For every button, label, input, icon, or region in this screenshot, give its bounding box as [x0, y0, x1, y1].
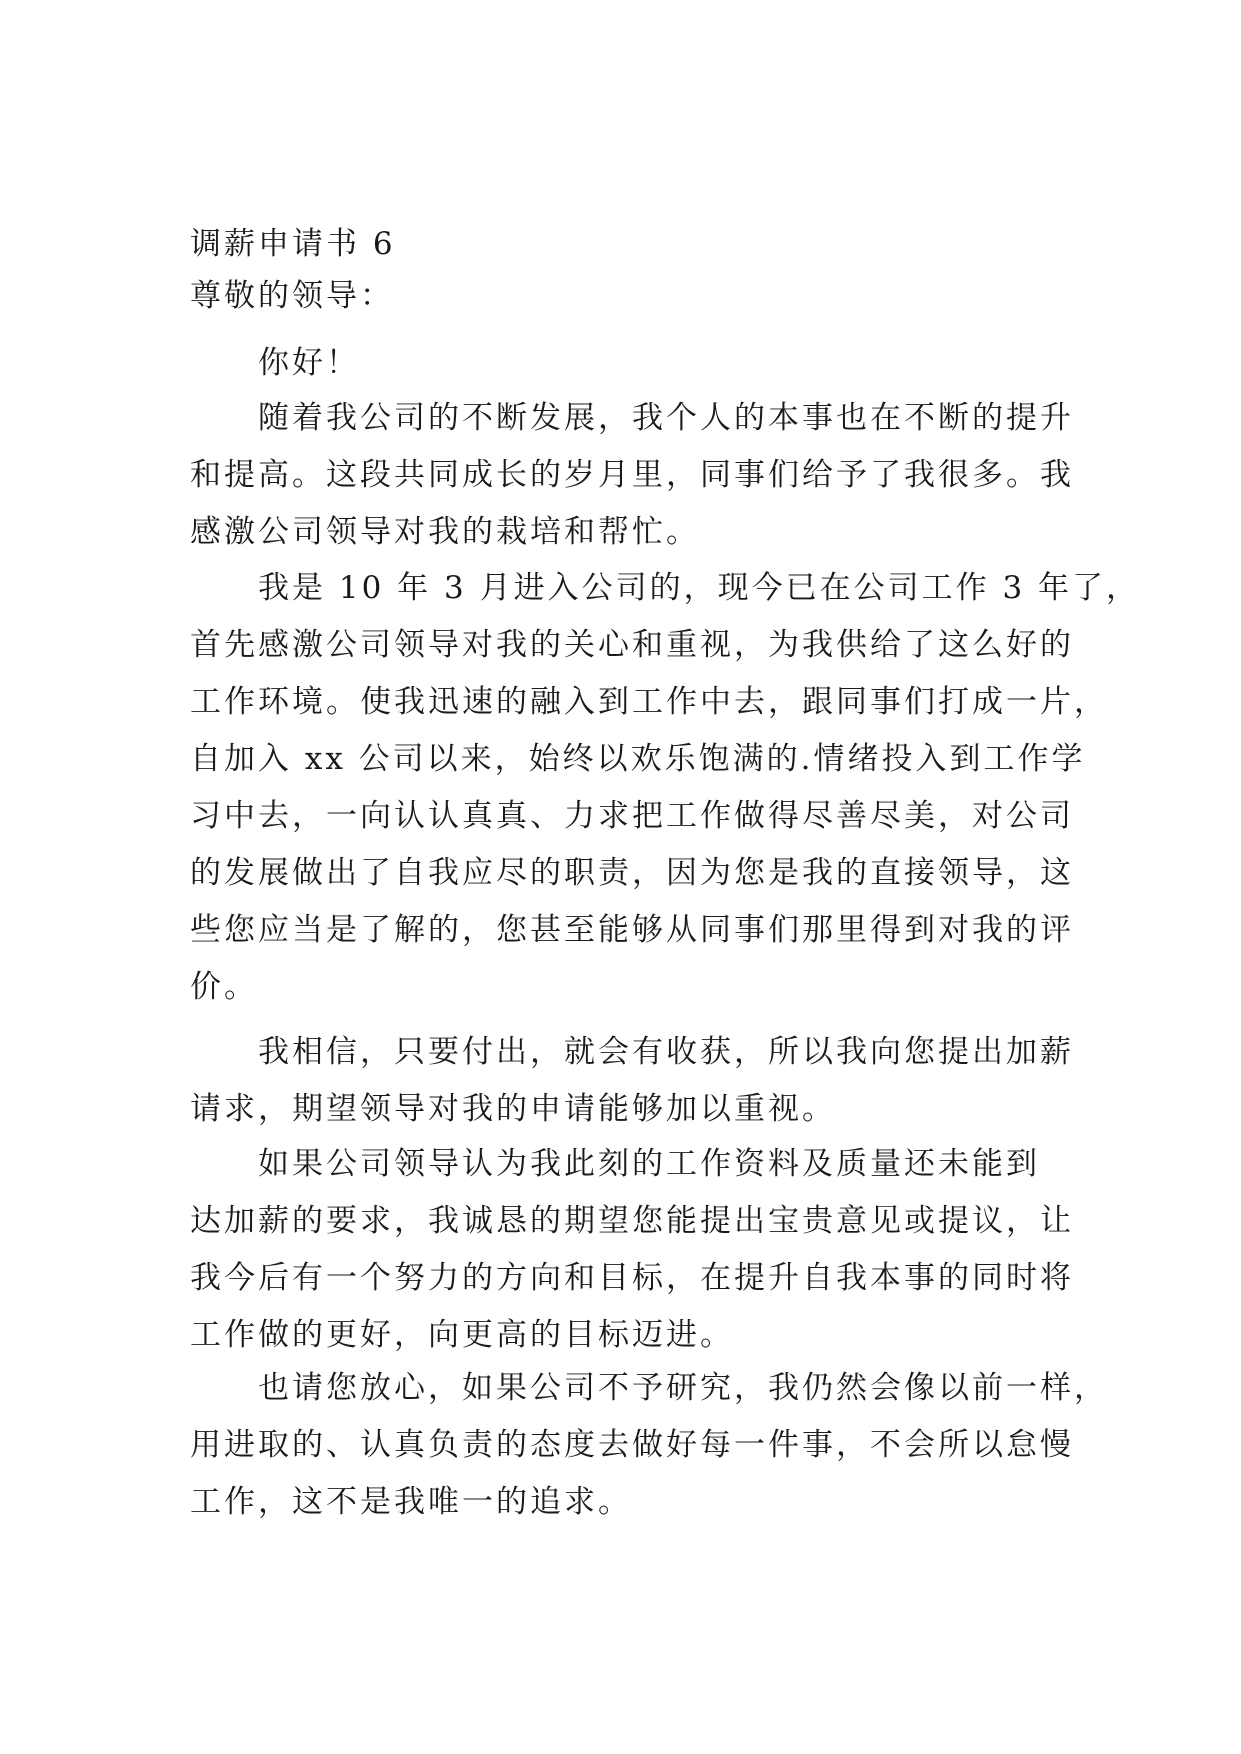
paragraph-line: 我今后有一个努力的方向和目标，在提升自我本事的同时将	[190, 1260, 1074, 1296]
paragraph-line: 工作做的更好，向更高的目标迈进。	[190, 1317, 734, 1353]
document-title	[190, 218, 1050, 275]
paragraph-line: 我相信，只要付出，就会有收获，所以我向您提出加薪	[258, 1034, 1074, 1070]
paragraph-line: 随着我公司的不断发展，我个人的本事也在不断的提升	[258, 400, 1074, 436]
paragraph-line: 自加入 xx 公司以来，始终以欢乐饱满的.情绪投入到工作学	[190, 741, 1086, 777]
paragraph-line: 价。	[190, 969, 258, 1005]
paragraph-line: 工作，这不是我唯一的追求。	[190, 1484, 632, 1520]
greeting-text: 你好！	[258, 345, 360, 381]
paragraph-line: 感激公司领导对我的栽培和帮忙。	[190, 514, 700, 550]
paragraph-3	[190, 1024, 1074, 1138]
title-text: 调薪申请书 6	[190, 226, 396, 262]
paragraph-line: 工作环境。使我迅速的融入到工作中去，跟同事们打成一片，	[190, 684, 1108, 720]
paragraph-line: 如果公司领导认为我此刻的工作资料及质量还未能到	[258, 1146, 1040, 1182]
paragraph-line: 也请您放心，如果公司不予研究，我仍然会像以前一样，	[258, 1370, 1108, 1406]
paragraph-4	[190, 1136, 1074, 1364]
greeting	[190, 335, 1050, 392]
salutation	[190, 270, 1050, 327]
paragraph-line: 请求，期望领导对我的申请能够加以重视。	[190, 1091, 836, 1127]
paragraph-1	[190, 390, 1074, 561]
paragraph-line: 我是 10 年 3 月进入公司的，现今已在公司工作 3 年了，	[258, 570, 1141, 606]
paragraph-line: 的发展做出了自我应尽的职责，因为您是我的直接领导，这	[190, 855, 1074, 891]
paragraph-line: 用进取的、认真负责的态度去做好每一件事，不会所以怠慢	[190, 1427, 1074, 1463]
paragraph-2	[190, 560, 1141, 1016]
paragraph-line: 习中去，一向认认真真、力求把工作做得尽善尽美，对公司	[190, 798, 1074, 834]
paragraph-line: 首先感激公司领导对我的关心和重视，为我供给了这么好的	[190, 627, 1074, 663]
salutation-text: 尊敬的领导：	[190, 278, 394, 314]
paragraph-line: 达加薪的要求，我诚恳的期望您能提出宝贵意见或提议，让	[190, 1203, 1074, 1239]
paragraph-5	[190, 1360, 1108, 1531]
paragraph-line: 些您应当是了解的，您甚至能够从同事们那里得到对我的评	[190, 912, 1074, 948]
paragraph-line: 和提高。这段共同成长的岁月里，同事们给予了我很多。我	[190, 457, 1074, 493]
